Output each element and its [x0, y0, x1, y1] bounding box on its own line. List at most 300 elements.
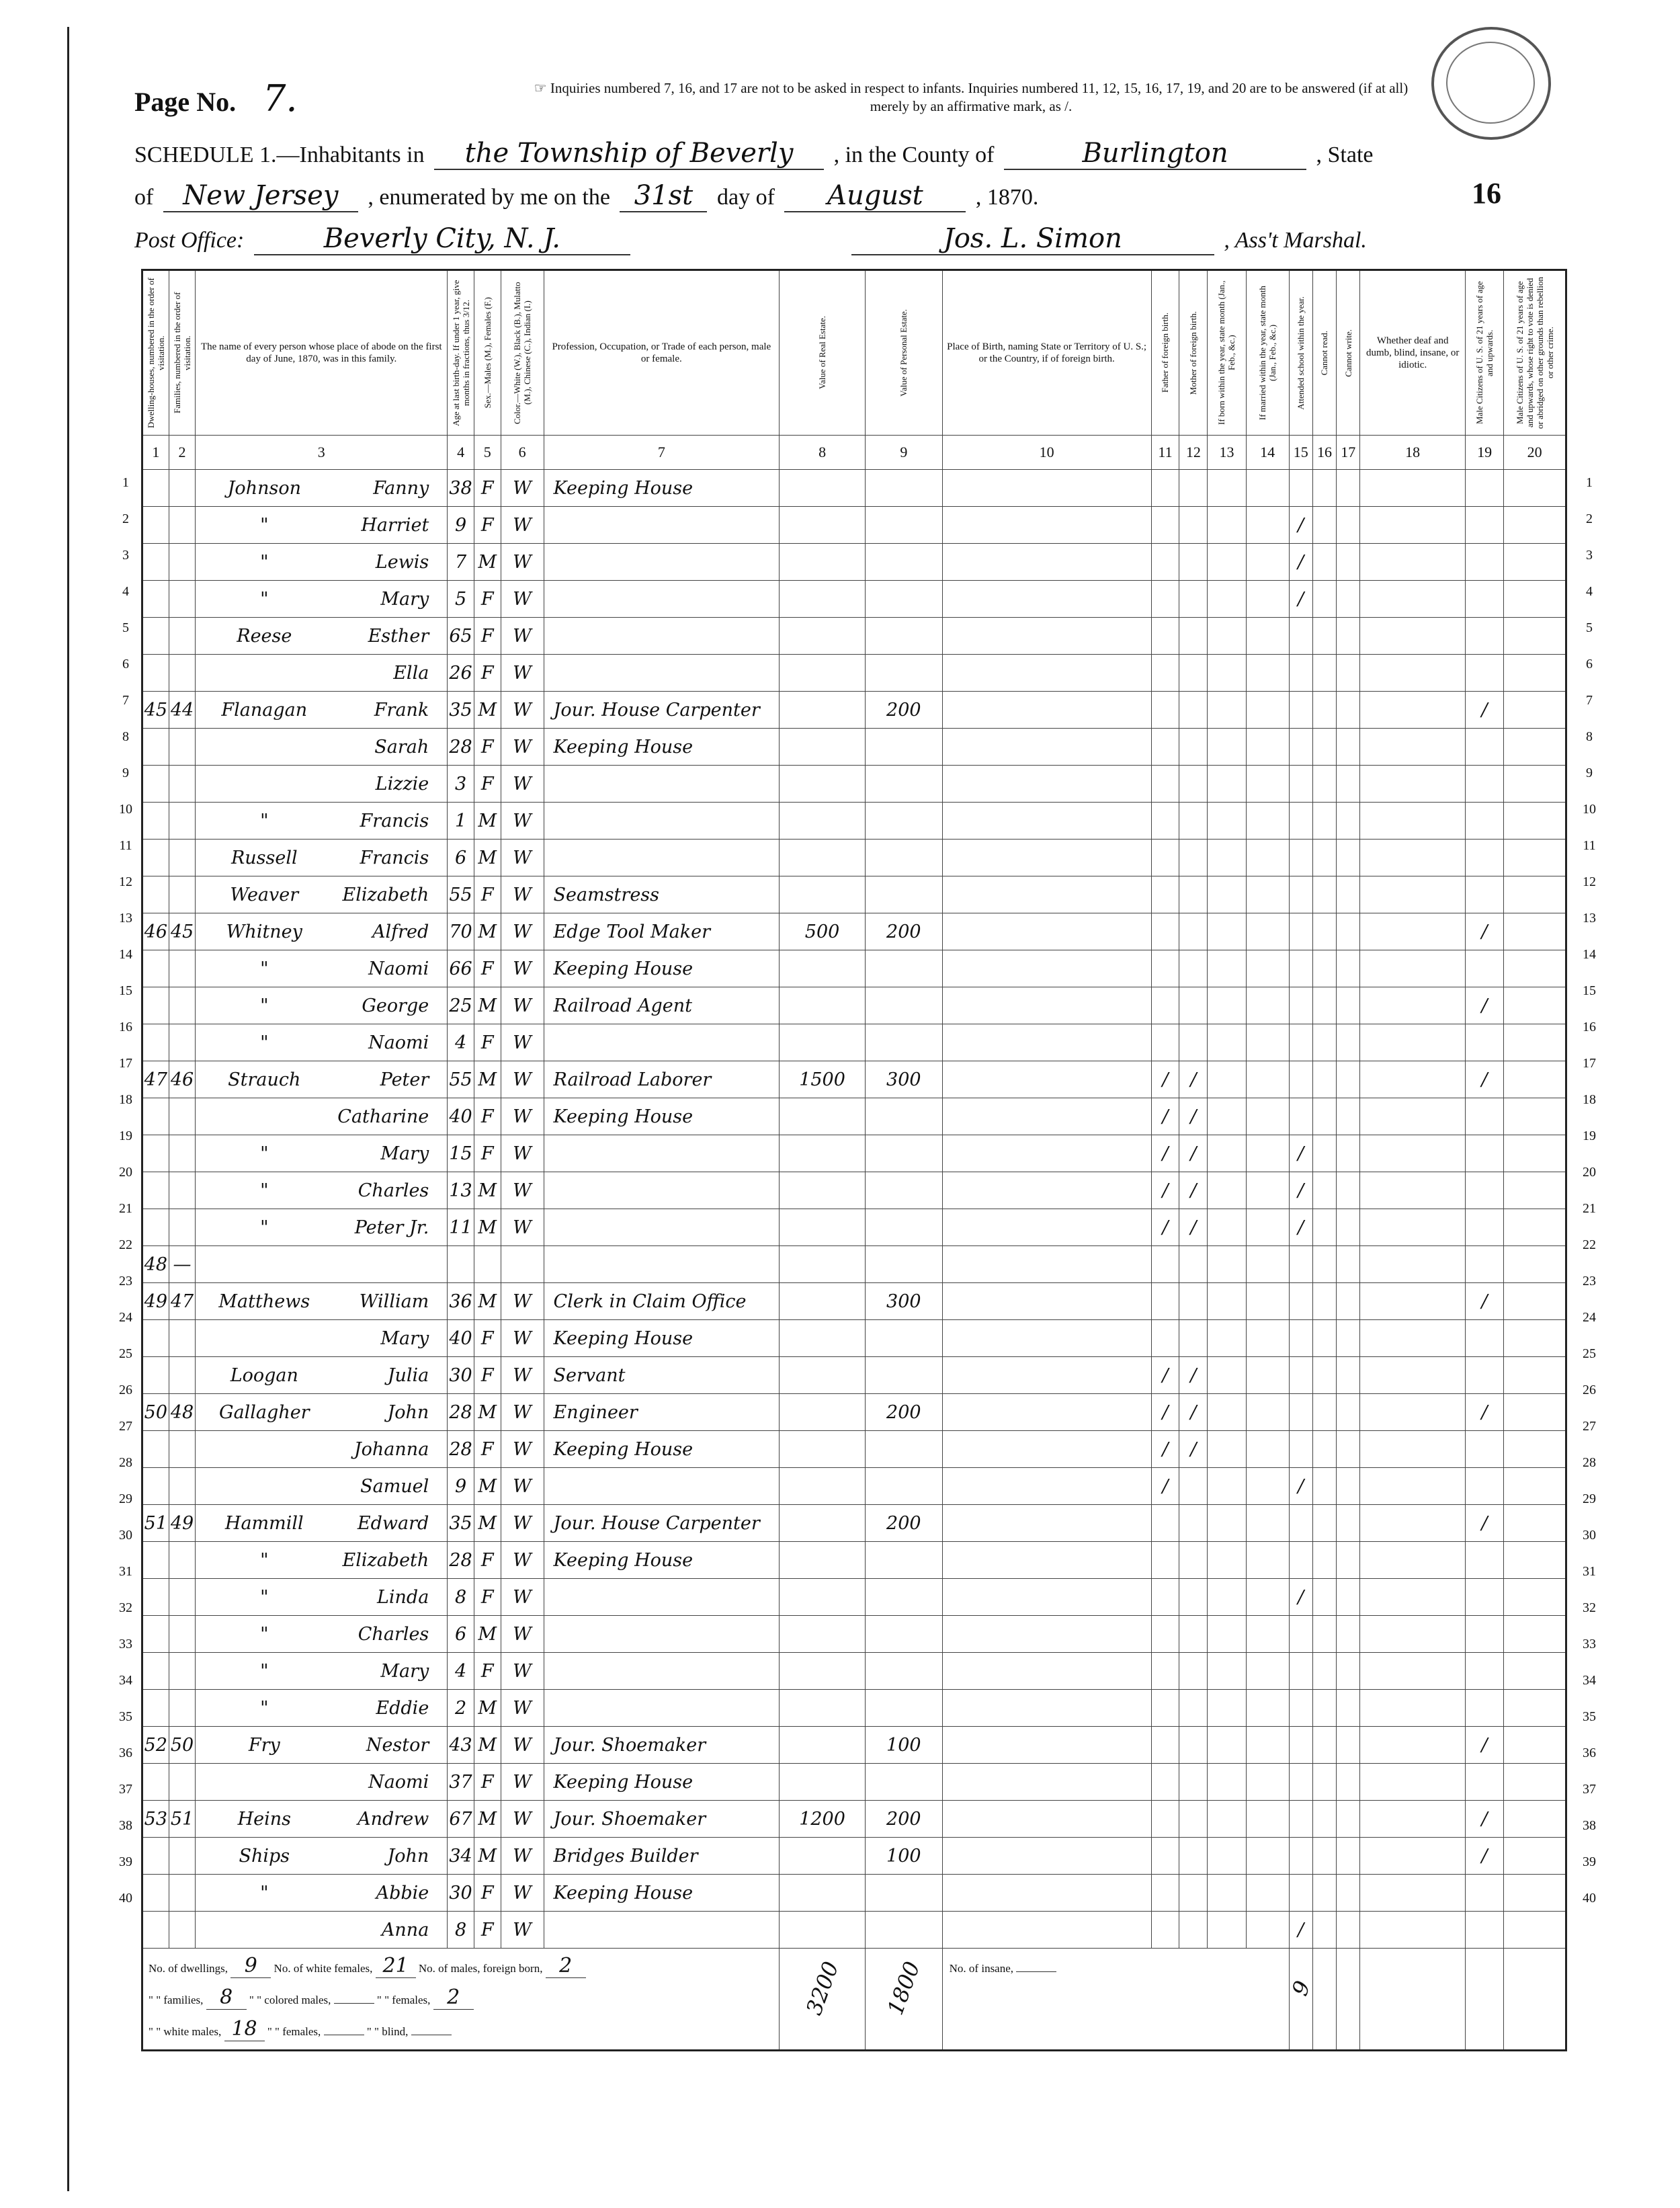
cell-mo [1179, 1727, 1208, 1764]
empty-cell [1337, 1061, 1360, 1098]
empty-cell [1208, 470, 1246, 507]
cell-pe [866, 1468, 943, 1505]
surname: " [260, 1623, 269, 1645]
cell-cit [1465, 1172, 1503, 1209]
empty-cell [1337, 1616, 1360, 1653]
empty-cell [1246, 1394, 1289, 1431]
cell-f [169, 655, 196, 692]
cell-age: 7 [448, 544, 474, 581]
cell-fa [1151, 1875, 1179, 1912]
person-name-cell [196, 1801, 448, 1838]
cell-d [142, 1764, 169, 1801]
females-foreign-label: " " females, [376, 1994, 431, 2006]
empty-cell [1360, 1727, 1466, 1764]
empty-cell [1208, 1468, 1246, 1505]
empty-cell [942, 1727, 1151, 1764]
empty-cell [1337, 1838, 1360, 1875]
cell-sch [1289, 1801, 1312, 1838]
cell-age: 70 [448, 913, 474, 950]
table-row [142, 470, 1566, 507]
cell-f [169, 1653, 196, 1690]
line-number: 35 [1583, 1709, 1596, 1724]
line-number: 22 [119, 1237, 132, 1252]
cell-occ [544, 581, 780, 618]
cell-occ: Railroad Agent [544, 987, 780, 1024]
cell-f [169, 950, 196, 987]
cell-occ: Keeping House [544, 729, 780, 766]
surname: Heins [237, 1808, 291, 1830]
cell-sch [1289, 1061, 1312, 1098]
empty-cell [1246, 1690, 1289, 1727]
empty-cell [1360, 1838, 1466, 1875]
surname: Matthews [218, 1291, 310, 1312]
empty-cell [1337, 581, 1360, 618]
empty-cell [1337, 618, 1360, 655]
blind-label: " " blind, [366, 2025, 409, 2038]
given-name: Peter [380, 1069, 429, 1090]
cell-re [780, 1468, 866, 1505]
cell-f: 44 [169, 692, 196, 729]
cell-fa [1151, 1024, 1179, 1061]
cell-f: 50 [169, 1727, 196, 1764]
cell-pe [866, 987, 943, 1024]
person-name-cell [196, 1024, 448, 1061]
line-number: 23 [119, 1274, 132, 1289]
cell-pe [866, 470, 943, 507]
col-number-11: 11 [1151, 436, 1179, 470]
cell-age: 4 [448, 1653, 474, 1690]
cell-sch: / [1289, 1912, 1312, 1949]
empty-cell [1312, 1875, 1336, 1912]
empty-cell [1360, 692, 1466, 729]
cell-d [142, 840, 169, 876]
given-name: Samuel [360, 1475, 429, 1497]
empty-cell [942, 692, 1151, 729]
cell-color: W [501, 1579, 544, 1616]
cell-d [142, 1135, 169, 1172]
empty-cell [1208, 692, 1246, 729]
surname: Strauch [228, 1069, 301, 1090]
cell-cit [1465, 729, 1503, 766]
empty-cell [942, 1875, 1151, 1912]
cell-color: W [501, 1431, 544, 1468]
empty-cell [1504, 1505, 1566, 1542]
line-number: 37 [1583, 1782, 1596, 1797]
empty-cell [1360, 618, 1466, 655]
line-number: 17 [119, 1056, 132, 1071]
page-number: 7. [263, 77, 298, 120]
cell-mo [1179, 913, 1208, 950]
empty-cell [1337, 1912, 1360, 1949]
cell-sex: F [474, 1542, 501, 1579]
cell-sch: / [1289, 1468, 1312, 1505]
line-number: 12 [1583, 874, 1596, 889]
cell-f [169, 1468, 196, 1505]
cell-pe [866, 544, 943, 581]
empty-cell [1337, 1579, 1360, 1616]
line-number: 24 [119, 1310, 132, 1325]
cell-re [780, 544, 866, 581]
col-9-header: Value of Personal Estate. [898, 309, 909, 397]
line-number: 27 [1583, 1419, 1596, 1434]
cell-occ: Edge Tool Maker [544, 913, 780, 950]
county-field: Burlington [1004, 138, 1306, 170]
empty-cell [1504, 1653, 1566, 1690]
cell-fa [1151, 1246, 1179, 1283]
line-number: 33 [119, 1637, 132, 1651]
cell-f [169, 1357, 196, 1394]
empty-cell [1504, 1394, 1566, 1431]
cell-pe [866, 581, 943, 618]
cell-sch: / [1289, 507, 1312, 544]
cell-color: W [501, 729, 544, 766]
cell-pe: 100 [866, 1838, 943, 1875]
empty-cell [942, 1135, 1151, 1172]
empty-cell [1246, 1579, 1289, 1616]
surname: Whitney [226, 921, 302, 942]
cell-cit [1465, 1246, 1503, 1283]
empty-cell [1360, 1579, 1466, 1616]
table-row [142, 1024, 1566, 1061]
person-name-cell [196, 1135, 448, 1172]
person-name-cell [196, 876, 448, 913]
empty-cell [1504, 655, 1566, 692]
cell-color: W [501, 950, 544, 987]
empty-cell [1208, 840, 1246, 876]
given-name: Elizabeth [342, 884, 429, 905]
empty-cell [1208, 1616, 1246, 1653]
cell-color: W [501, 1098, 544, 1135]
empty-cell [1312, 1690, 1336, 1727]
cell-fa [1151, 729, 1179, 766]
empty-cell [1246, 803, 1289, 840]
cell-pe [866, 1135, 943, 1172]
cell-re [780, 1135, 866, 1172]
cell-d [142, 507, 169, 544]
table-row [142, 1468, 1566, 1505]
line-number: 23 [1583, 1274, 1596, 1289]
line-number: 37 [119, 1782, 132, 1797]
cell-age: 43 [448, 1727, 474, 1764]
cell-d [142, 618, 169, 655]
person-name-cell [196, 1320, 448, 1357]
line-number: 19 [1583, 1129, 1596, 1143]
given-name: John [387, 1401, 429, 1423]
insane-count [1016, 1971, 1056, 1972]
cell-age: 26 [448, 655, 474, 692]
cell-sch: / [1289, 1172, 1312, 1209]
cell-pe [866, 1246, 943, 1283]
cell-occ: Jour. Shoemaker [544, 1727, 780, 1764]
empty-cell [1504, 1727, 1566, 1764]
empty-cell [1246, 618, 1289, 655]
post-office-field: Beverly City, N. J. [254, 223, 630, 255]
cell-re [780, 470, 866, 507]
inquiry-notes [417, 79, 1525, 116]
cell-d [142, 1468, 169, 1505]
cell-re [780, 1431, 866, 1468]
given-name: Harriet [361, 514, 429, 536]
person-name-cell [196, 950, 448, 987]
empty-cell [1360, 581, 1466, 618]
cell-re [780, 618, 866, 655]
cell-re [780, 1764, 866, 1801]
given-name: Francis [360, 847, 429, 868]
cell-sex: M [474, 1801, 501, 1838]
cell-sch: / [1289, 544, 1312, 581]
given-name: Naomi [368, 1032, 429, 1053]
empty-cell [1504, 1912, 1566, 1949]
col-18-header: Whether deaf and dumb, blind, insane, or idiotic. [1360, 270, 1466, 436]
enumerated-label: , enumerated by me on the [368, 185, 610, 210]
cell-sex: F [474, 1653, 501, 1690]
cell-cit: / [1465, 1394, 1503, 1431]
cell-d: 48 [142, 1246, 169, 1283]
cell-mo: / [1179, 1394, 1208, 1431]
empty-cell [1337, 1875, 1360, 1912]
empty-cell [1246, 1801, 1289, 1838]
col-1-header: Dwelling-houses, numbered in the order of visitation. [146, 278, 166, 428]
cell-mo [1179, 766, 1208, 803]
schedule-label: SCHEDULE 1.—Inhabitants in [134, 142, 425, 167]
given-name: Mary [380, 1327, 429, 1349]
table-row [142, 1616, 1566, 1653]
empty-cell [1360, 544, 1466, 581]
insane-label: No. of insane, [949, 1962, 1014, 1975]
cell-d [142, 1542, 169, 1579]
empty-cell [1312, 1579, 1336, 1616]
table-row [142, 1764, 1566, 1801]
cell-cit [1465, 618, 1503, 655]
cell-occ [544, 618, 780, 655]
table-row [142, 618, 1566, 655]
empty-cell [1504, 507, 1566, 544]
empty-cell [1208, 655, 1246, 692]
census-table [141, 269, 1567, 2051]
table-row [142, 876, 1566, 913]
cell-mo [1179, 803, 1208, 840]
sheet-number: 16 [1472, 177, 1501, 210]
white-males-label: " " white males, [149, 2025, 222, 2038]
empty-cell [942, 1801, 1151, 1838]
cell-pe [866, 840, 943, 876]
line-number: 40 [119, 1891, 132, 1906]
person-name-cell [196, 840, 448, 876]
cell-age: 15 [448, 1135, 474, 1172]
empty-cell [942, 1505, 1151, 1542]
cell-mo [1179, 1616, 1208, 1653]
cell-cit [1465, 1690, 1503, 1727]
cell-occ: Keeping House [544, 1542, 780, 1579]
cell-f [169, 1875, 196, 1912]
empty-cell [1360, 1616, 1466, 1653]
empty-cell [1246, 729, 1289, 766]
cell-age: 28 [448, 1542, 474, 1579]
empty-cell [1360, 1875, 1466, 1912]
cell-f [169, 544, 196, 581]
line-number: 1 [1586, 475, 1593, 490]
empty-cell [942, 655, 1151, 692]
empty-cell [1337, 1801, 1360, 1838]
cell-color: W [501, 692, 544, 729]
cell-occ: Keeping House [544, 470, 780, 507]
empty-cell [1312, 544, 1336, 581]
cell-color: W [501, 1468, 544, 1505]
cell-occ [544, 840, 780, 876]
given-name: Sarah [374, 736, 429, 758]
empty-cell [1312, 766, 1336, 803]
given-name: Charles [358, 1180, 429, 1201]
males-foreign-label: No. of males, foreign born, [418, 1962, 543, 1975]
empty-cell [1360, 840, 1466, 876]
empty-cell [1360, 1912, 1466, 1949]
cell-cit [1465, 1579, 1503, 1616]
person-name-cell [196, 1061, 448, 1098]
line-number: 26 [119, 1383, 132, 1397]
cell-mo [1179, 655, 1208, 692]
cell-sex: M [474, 692, 501, 729]
empty-cell [1504, 692, 1566, 729]
empty-cell [1208, 729, 1246, 766]
cell-re [780, 876, 866, 913]
empty-cell [1312, 913, 1336, 950]
cell-pe [866, 1616, 943, 1653]
table-row [142, 1246, 1566, 1283]
given-name: William [359, 1291, 429, 1312]
empty-cell [1246, 1061, 1289, 1098]
surname: " [260, 1697, 269, 1719]
empty-cell [1208, 1061, 1246, 1098]
cell-pe [866, 1098, 943, 1135]
cell-age: 28 [448, 1394, 474, 1431]
empty-cell [1504, 618, 1566, 655]
person-name-cell [196, 1431, 448, 1468]
cell-mo [1179, 1912, 1208, 1949]
line-number: 40 [1583, 1891, 1596, 1906]
cell-occ: Keeping House [544, 950, 780, 987]
empty-cell [1208, 1394, 1246, 1431]
cell-color: W [501, 1172, 544, 1209]
cell-fa: / [1151, 1357, 1179, 1394]
person-name-cell [196, 581, 448, 618]
cell-occ [544, 1653, 780, 1690]
cell-color: W [501, 1394, 544, 1431]
empty-cell [1246, 1357, 1289, 1394]
cell-occ [544, 1579, 780, 1616]
cell-cit [1465, 1653, 1503, 1690]
line-number: 27 [119, 1419, 132, 1434]
cell-mo [1179, 840, 1208, 876]
cell-cit [1465, 876, 1503, 913]
line-number: 21 [1583, 1201, 1596, 1216]
cell-f [169, 1320, 196, 1357]
empty-cell [1504, 1024, 1566, 1061]
given-name: Naomi [368, 1771, 429, 1793]
empty-cell [1504, 1468, 1566, 1505]
cell-re [780, 803, 866, 840]
cell-mo [1179, 581, 1208, 618]
given-name: Frank [374, 699, 429, 721]
line-number: 4 [1586, 584, 1593, 599]
cell-mo: / [1179, 1357, 1208, 1394]
given-name: Nestor [366, 1734, 429, 1756]
cell-occ [544, 1024, 780, 1061]
line-number: 15 [119, 983, 132, 998]
cell-pe [866, 1431, 943, 1468]
empty-cell [1360, 470, 1466, 507]
line-number: 9 [122, 766, 129, 780]
col-7-header: Profession, Occupation, or Trade of each person, male or female. [544, 270, 780, 436]
given-name: Peter Jr. [354, 1217, 429, 1238]
col-number-8: 8 [780, 436, 866, 470]
empty-cell [1312, 1764, 1336, 1801]
surname: Hammill [224, 1512, 304, 1534]
empty-cell [1246, 655, 1289, 692]
cell-fa: / [1151, 1209, 1179, 1246]
empty-cell [942, 913, 1151, 950]
empty-cell [1246, 1098, 1289, 1135]
empty-cell [942, 1172, 1151, 1209]
col-2-header: Families, numbered in the order of visitation. [172, 292, 193, 414]
line-number: 20 [119, 1165, 132, 1180]
cell-sch [1289, 655, 1312, 692]
surname: " [260, 995, 269, 1016]
person-name-cell [196, 1357, 448, 1394]
col-19-header: Male Citizens of U. S. of 21 years of age and upwards. [1474, 281, 1495, 425]
line-number: 28 [119, 1455, 132, 1470]
empty-cell [1312, 950, 1336, 987]
empty-cell [1312, 803, 1336, 840]
empty-cell [1208, 1727, 1246, 1764]
cell-d [142, 1098, 169, 1135]
line-number: 30 [1583, 1528, 1596, 1543]
page-label: Page No. [134, 87, 237, 117]
cell-sex: F [474, 1320, 501, 1357]
line-number: 13 [1583, 911, 1596, 926]
cell-age: 9 [448, 507, 474, 544]
cell-fa [1151, 1838, 1179, 1875]
cell-occ [544, 1690, 780, 1727]
given-name: Alfred [372, 921, 429, 942]
empty-cell [942, 1764, 1151, 1801]
empty-cell [1208, 1357, 1246, 1394]
cell-fa [1151, 470, 1179, 507]
line-number: 5 [1586, 620, 1593, 635]
cell-sch [1289, 913, 1312, 950]
cell-pe [866, 729, 943, 766]
cell-fa [1151, 1690, 1179, 1727]
cell-sch: / [1289, 1209, 1312, 1246]
col-number-4: 4 [448, 436, 474, 470]
cell-occ: Jour. Shoemaker [544, 1801, 780, 1838]
cell-occ: Bridges Builder [544, 1838, 780, 1875]
person-name-cell [196, 1542, 448, 1579]
empty-cell [1246, 1764, 1289, 1801]
empty-cell [1208, 544, 1246, 581]
table-row [142, 655, 1566, 692]
empty-cell [1337, 1172, 1360, 1209]
col-20-header: Male Citizens of U. S. of 21 years of age and upwards, whose right to vote is denied or abridged on other grounds than rebellion or other crime. [1514, 277, 1555, 429]
cell-d [142, 1209, 169, 1246]
cell-age: 55 [448, 876, 474, 913]
empty-cell [1504, 581, 1566, 618]
cell-f [169, 1172, 196, 1209]
person-name-cell [196, 1653, 448, 1690]
empty-cell [942, 1690, 1151, 1727]
col-3-header: The name of every person whose place of abode on the first day of June, 1870, was in this family. [196, 270, 448, 436]
line-number: 21 [119, 1201, 132, 1216]
person-name-cell [196, 1764, 448, 1801]
